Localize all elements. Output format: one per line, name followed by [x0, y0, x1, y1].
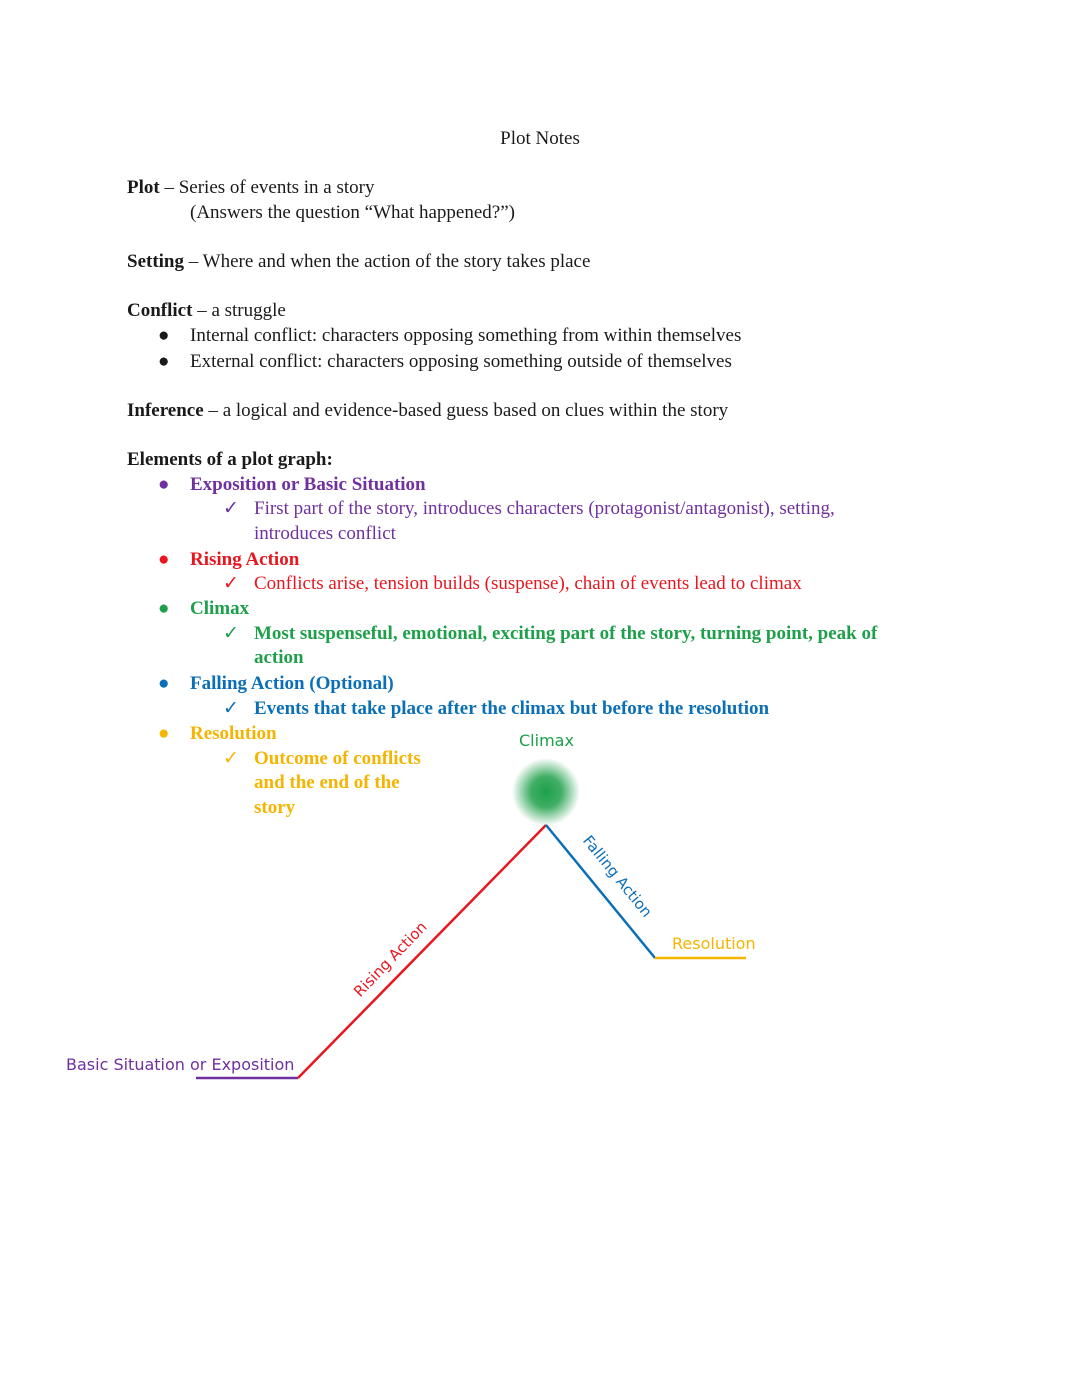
graph-exposition-label: Basic Situation or Exposition	[66, 1055, 295, 1074]
element-climax-detail-2: action	[254, 647, 304, 668]
element-climax-detail-1: Most suspenseful, emotional, exciting part of the story, turning point, peak of	[254, 623, 878, 644]
element-exposition-label: Exposition or Basic Situation	[190, 474, 426, 495]
element-resolution-detail-1: Outcome of conflicts	[254, 748, 421, 769]
element-rising-detail-1: Conflicts arise, tension builds (suspense), chain of events lead to climax	[254, 573, 802, 594]
checkmark-icon: ✓	[223, 748, 239, 769]
bullet-icon: ●	[158, 351, 170, 372]
checkmark-icon: ✓	[223, 698, 239, 719]
plot-term: Plot	[127, 177, 160, 198]
element-resolution-label: Resolution	[190, 723, 277, 744]
checkmark-icon: ✓	[223, 498, 239, 519]
elements-heading: Elements of a plot graph:	[127, 449, 333, 470]
bullet-icon: ●	[158, 723, 170, 744]
bullet-icon: ●	[158, 474, 170, 495]
element-exposition-detail-2: introduces conflict	[254, 523, 396, 544]
plot-dash: –	[159, 177, 179, 198]
inference-text: a logical and evidence-based guess based on clues within the story	[222, 400, 729, 421]
inference-dash: –	[203, 400, 223, 421]
setting-text: Where and when the action of the story takes place	[202, 251, 591, 272]
plot-text: Series of events in a story	[178, 177, 375, 198]
conflict-dash: –	[192, 300, 212, 321]
graph-climax-label: Climax	[519, 731, 574, 750]
graph-rising-label: Rising Action	[350, 917, 431, 1001]
page-title: Plot Notes	[500, 128, 580, 149]
inference-term: Inference	[127, 400, 204, 421]
conflict-bullet-external: External conflict: characters opposing something outside of themselves	[190, 351, 732, 372]
plot-subtext: (Answers the question “What happened?”)	[190, 202, 515, 223]
element-resolution-detail-2: and the end of the	[254, 772, 400, 793]
element-falling-detail-1: Events that take place after the climax but before the resolution	[254, 698, 770, 719]
element-falling-label: Falling Action (Optional)	[190, 673, 394, 694]
setting-term: Setting	[127, 251, 184, 272]
setting-dash: –	[184, 251, 203, 272]
rising-action-line	[298, 825, 546, 1078]
element-climax-label: Climax	[190, 598, 250, 619]
checkmark-icon: ✓	[223, 623, 239, 644]
element-rising-label: Rising Action	[190, 549, 300, 570]
graph-resolution-label: Resolution	[672, 934, 756, 953]
conflict-bullet-internal: Internal conflict: characters opposing something from within themselves	[190, 325, 742, 346]
bullet-icon: ●	[158, 598, 170, 619]
checkmark-icon: ✓	[223, 573, 239, 594]
graph-falling-label: Falling Action	[579, 832, 656, 921]
element-resolution-detail-3: story	[254, 797, 296, 818]
bullet-icon: ●	[158, 549, 170, 570]
element-exposition-detail-1: First part of the story, introduces characters (protagonist/antagonist), setting,	[254, 498, 835, 519]
conflict-term: Conflict	[127, 300, 193, 321]
bullet-icon: ●	[158, 325, 170, 346]
conflict-text: a struggle	[211, 300, 286, 321]
bullet-icon: ●	[158, 673, 170, 694]
climax-glow	[512, 758, 580, 826]
